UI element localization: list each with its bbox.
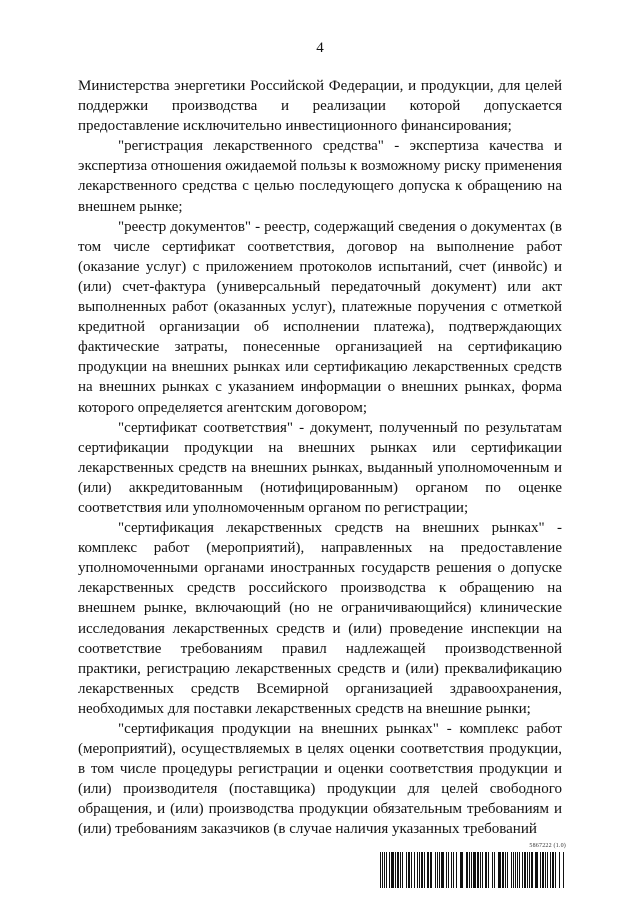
document-code: 5867222 (1.0) [529,843,566,849]
paragraph: "регистрация лекарственного средства" - экспертиза качества и экспертиза отношения ожидаемой пользы к возможному риску применения лекарственного средства с целью последующего допуска к обращению на внешнем рынке; [78,138,562,215]
page-number: 4 [316,40,324,56]
paragraph: Министерства энергетики Российской Федерации, и продукции, для целей поддержки производства и реализации которой допускается предоставление исключительно инвестиционного финансирования; [78,78,562,135]
paragraph: "сертификация продукции на внешних рынках" - комплекс работ (мероприятий), осуществляемых в целях оценки соответствия продукции, в том числе процедуры регистрации и оценки соответствия продукции и (или) производителя (поставщика) продукции для целей свободного обращения, и (или) производства продукции обязательным требованиям и (или) требованиям заказчиков (в случае наличия указанных требований [78,721,562,838]
document-footer [380,843,566,893]
paragraph: "сертификат соответствия" - документ, полученный по результатам сертификации продукции на внешних рынках или сертификации лекарственных средств на внешних рынках, выданный уполномоченным и (или) аккредитованным (нотифицированным) органом по оценке соответствия или уполномоченным органом по регистрации; [78,419,562,516]
paragraph: "реестр документов" - реестр, содержащий сведения о документах (в том числе сертификат соответствия, договор на выполнение работ (оказание услуг) с приложением протоколов испытаний, счет (инвойс) и (или) счет-фактура (универсальный передаточный документ) или акт выполненных работ (оказанных услуг), платежные поручения с отметкой кредитной организации об исполнении платежа), подтверждающих фактические затраты, понесенные организацией на сертификацию продукции на внешних рынках или сертификацию лекарственных средств на внешних рынках с указанием информации о внешних рынках, форма которого определяется агентским договором; [78,218,562,416]
barcode-icon [380,852,566,888]
paragraph: "сертификация лекарственных средств на внешних рынках" - комплекс работ (мероприятий), направленных на предоставление уполномоченными органами иностранных государств решения о допуске лекарственных средств российского производства к обращению на внешнем рынке, включающий (но не ограничивающийся) клинические исследования лекарственных средств и (или) проведение инспекции на соответствие требованиям правил надлежащей производственной практики, регистрацию лекарственных средств и (или) преквалификацию лекарственных средств Всемирной организацией здравоохранения, необходимых для поставки лекарственных средств на внешние рынки; [78,520,562,717]
document-body [78,76,562,840]
